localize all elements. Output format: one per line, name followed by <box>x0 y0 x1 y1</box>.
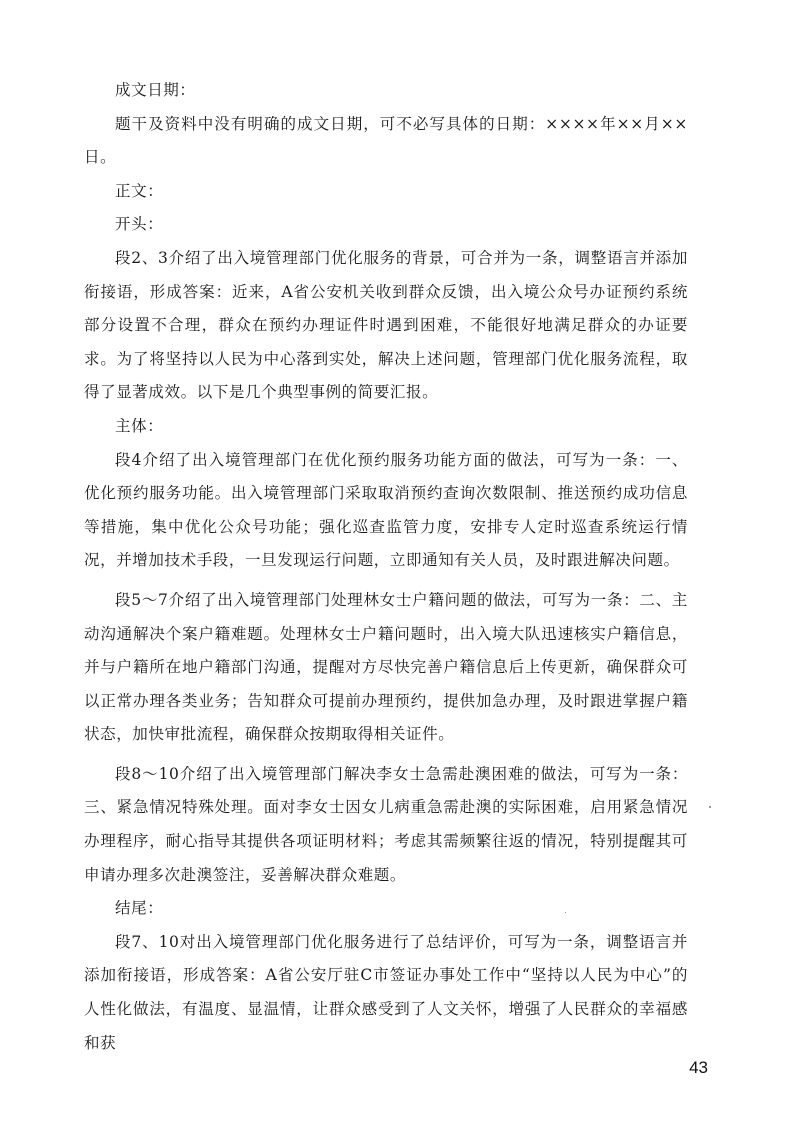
body-text <box>84 74 688 1060</box>
heading-date: 成文日期： <box>115 81 196 99</box>
paragraph-point-3: 段8～10介绍了出入境管理部门解决李女士急需赴澳困难的做法，可写为一条：三、紧急情况特殊处理。面对李女士因女儿病重急需赴澳的实际困难，启用紧急情况办理程序，耐心指导其提供各项证明材料；考虑其需频繁往返的情况，特别提醒其可申请办理多次赴澳签注，妥善解决群众难题。 <box>84 764 688 884</box>
heading-body: 正文： <box>115 181 164 200</box>
page-number: 43 <box>689 1058 708 1077</box>
paragraph-opening: 段2、3介绍了出入境管理部门优化服务的背景，可合并为一条，调整语言并添加衔接语，形成答案：近来，A省公安机关收到群众反馈，出入境公众号办证预约系统部分设置不合理，群众在预约办理证件时遇到困难，不能很好地满足群众的办证要求。为了将坚持以人民为中心落到实处，解决上述问题，管理部门优化服务流程，取得了显著成效。以下是几个典型事例的简要汇报。 <box>84 248 688 402</box>
paragraph-date-note: 题干及资料中没有明确的成文日期，可不必写具体的日期：××××年××月××日。 <box>84 114 688 167</box>
scan-speck <box>565 912 566 913</box>
heading-main: 主体： <box>115 416 164 435</box>
heading-ending: 结尾： <box>115 899 164 918</box>
scan-speck <box>709 806 711 808</box>
heading-opening: 开头： <box>115 215 164 234</box>
paragraph-point-2: 段5～7介绍了出入境管理部门处理林女士户籍问题的做法，可写为一条：二、主动沟通解决个案户籍难题。处理林女士户籍问题时，出入境大队迅速核实户籍信息，并与户籍所在地户籍部门沟通，提醒对方尽快完善户籍信息后上传更新，确保群众可以正常办理各类业务；告知群众可提前办理预约，提供加急办理，及时跟进掌握户籍状态，加快审批流程，确保群众按期取得相关证件。 <box>84 590 688 744</box>
paragraph-point-1: 段4介绍了出入境管理部门在优化预约服务功能方面的做法，可写为一条：一、优化预约服务功能。出入境管理部门采取取消预约查询次数限制、推送预约成功信息等措施，集中优化公众号功能；强化巡查监管力度，安排专人定时巡查系统运行情况，并增加技术手段，一旦发现运行问题，立即通知有关人员，及时跟进解决问题。 <box>84 450 688 570</box>
paragraph-ending: 段7、10对出入境管理部门优化服务进行了总结评价，可写为一条，调整语言并添加衔接语，形成答案：A省公安厅驻C市签证办事处工作中“坚持以人民为中心”的人性化做法，有温度、显温情，让群众感受到了人文关怀，增强了人民群众的幸福感和获 <box>84 932 688 1052</box>
